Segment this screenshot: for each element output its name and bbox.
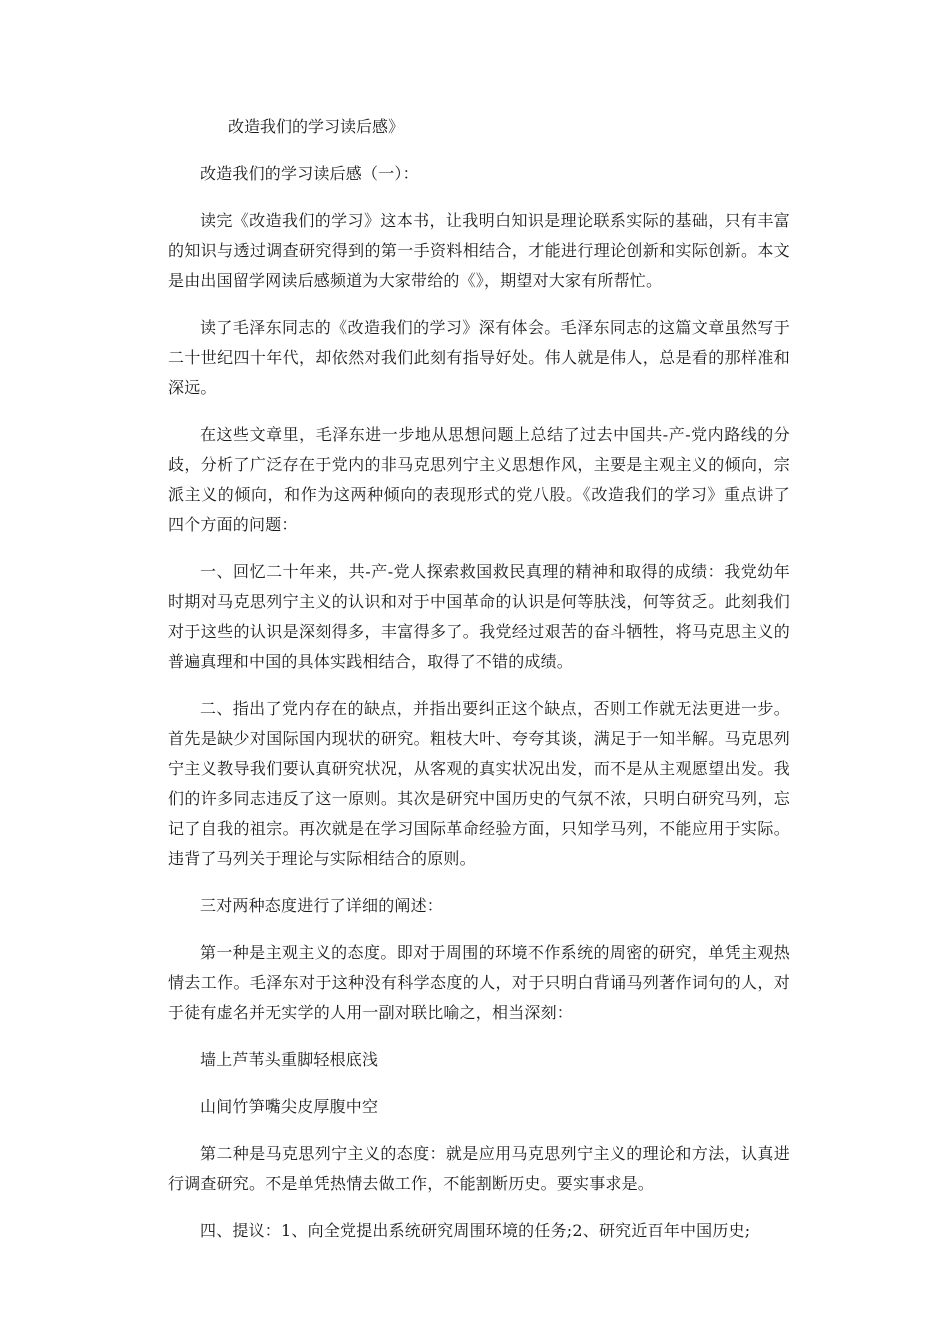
paragraph-analysis: 在这些文章里，毛泽东进一步地从思想问题上总结了过去中国共-产-党内路线的分歧，分析了广泛存在于党内的非马克思列宁主义思想作风，主要是主观主义的倾向，宗派主义的倾向，和作为这两种倾向的表现形式的党八股。《改造我们的学习》重点讲了四个方面的问题：	[168, 425, 790, 534]
paragraph-point-four: 四、提议：1、向全党提出系统研究周围环境的任务;2、研究近百年中国历史;	[200, 1221, 751, 1240]
paragraph-point-three: 三对两种态度进行了详细的阐述：	[200, 896, 444, 915]
spacer	[168, 540, 790, 557]
paragraph-marxist-attitude: 第二种是马克思列宁主义的态度：就是应用马克思列宁主义的理论和方法，认真进行调查研究。不是单凭热情去做工作，不能割断历史。要实事求是。	[168, 1144, 790, 1193]
paragraph-point-two: 二、指出了党内存在的缺点，并指出要纠正这个缺点，否则工作就无法更进一步。首先是缺少对国际国内现状的研究。粗枝大叶、夸夸其谈，满足于一知半解。马克思列宁主义教导我们要认真研究状况，从客观的真实状况出发，而不是从主观愿望出发。我们的许多同志违反了这一原则。其次是研究中国历史的气氛不浓，只明白研究马列，忘记了自我的祖宗。再次就是在学习国际革命经验方面，只知学马列，不能应用于实际。违背了马列关于理论与实际相结合的原则。	[168, 699, 790, 868]
spacer	[168, 921, 790, 938]
spacer	[168, 677, 790, 694]
paragraph-reading-summary: 读完《改造我们的学习》这本书，让我明白知识是理论联系实际的基础，只有丰富的知识与透过调查研究得到的第一手资料相结合，才能进行理论创新和实际创新。本文是由出国留学网读后感频道为大家带给的《》，期望对大家有所帮忙。	[168, 211, 790, 290]
document-page	[168, 112, 790, 1246]
spacer	[168, 142, 790, 159]
document-title: 改造我们的学习读后感》	[228, 117, 405, 136]
paragraph-impression: 读了毛泽东同志的《改造我们的学习》深有体会。毛泽东同志的这篇文章虽然写于二十世纪四十年代，却依然对我们此刻有指导好处。伟人就是伟人，总是看的那样准和深远。	[168, 318, 790, 397]
couplet-line-two: 山间竹笋嘴尖皮厚腹中空	[200, 1097, 379, 1116]
paragraph-point-one: 一、回忆二十年来，共-产-党人探索救国救民真理的精神和取得的成绩：我党幼年时期对马克思列宁主义的认识和对于中国革命的认识是何等肤浅，何等贫乏。此刻我们对于这些的认识是深刻得多，丰富得多了。我党经过艰苦的奋斗牺牲，将马克思主义的普遍真理和中国的具体实践相结合，取得了不错的成绩。	[168, 562, 790, 671]
spacer	[168, 1028, 790, 1045]
spacer	[168, 189, 790, 206]
paragraph-subjectivism: 第一种是主观主义的态度。即对于周围的环境不作系统的周密的研究，单凭主观热情去工作。毛泽东对于这种没有科学态度的人，对于只明白背诵马列著作词句的人，对于徒有虚名并无实学的人用一副对联比喻之，相当深刻：	[168, 943, 790, 1022]
spacer	[168, 1199, 790, 1216]
spacer	[168, 1075, 790, 1092]
spacer	[168, 874, 790, 891]
couplet-line-one: 墙上芦苇头重脚轻根底浅	[200, 1050, 379, 1069]
paragraph-intro-heading: 改造我们的学习读后感（一）：	[200, 164, 419, 183]
spacer	[168, 403, 790, 420]
spacer	[168, 296, 790, 313]
spacer	[168, 1122, 790, 1139]
